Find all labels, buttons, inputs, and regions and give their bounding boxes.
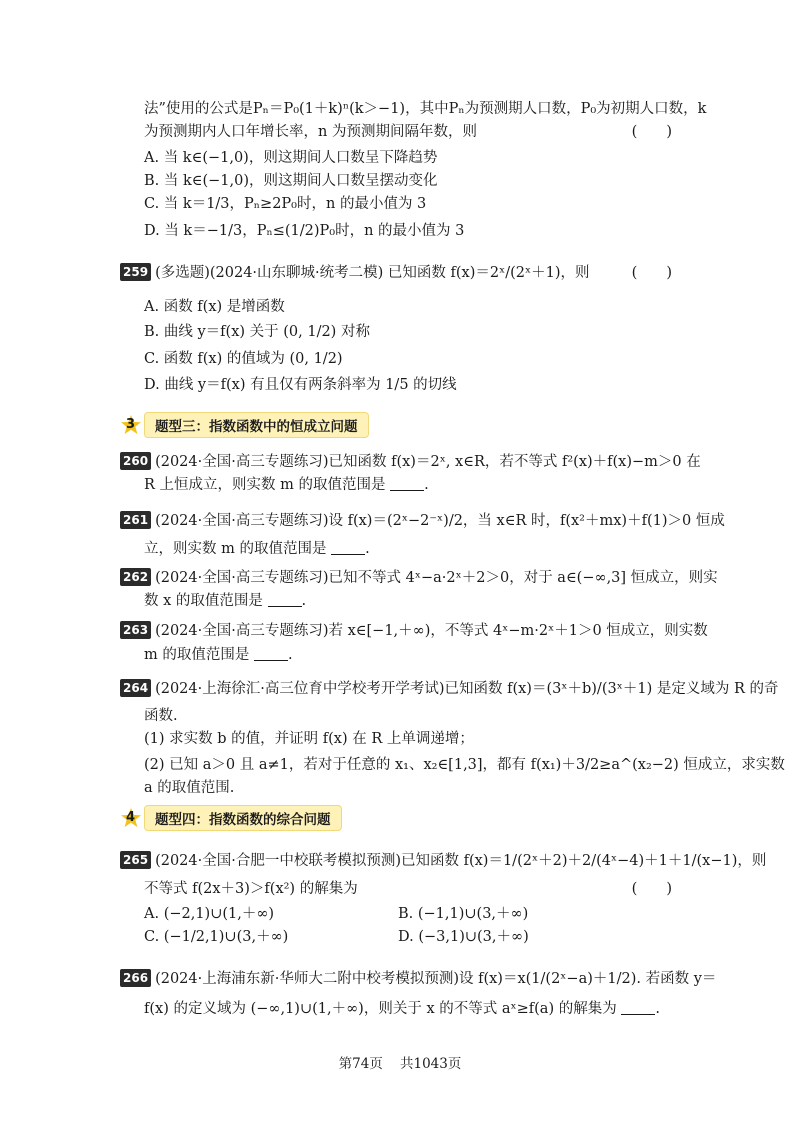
section-3-title: 题型三：指数函数中的恒成立问题 [144,412,369,438]
q258-line-2: 为预测期内人口年增长率，n 为预测期间隔年数，则 [144,124,477,140]
q258-option-d: D. 当 k＝−1/3，Pₙ≤(1/2)P₀时，n 的最小值为 3 [144,223,465,239]
page-footer [0,1052,800,1072]
q263-text-2: m 的取值范围是 [144,647,250,663]
q265-option-b: B. (−1,1)∪(3,＋∞) [398,906,529,922]
q264-number: 264 [120,679,151,697]
q260-text: (2024·全国·高三专题练习)已知函数 f(x)＝2ˣ, x∈R，若不等式 f²(x)＋f(x)−m＞0 在 [155,454,701,470]
section-3-number: 3 [126,417,136,432]
q264-line-2: 函数. [144,708,178,724]
q259-option-b: B. 曲线 y＝f(x) 关于 (0, 1/2) 对称 [144,324,370,340]
q265-option-c: C. (−1/2,1)∪(3,＋∞) [144,929,289,945]
q266-number: 266 [120,969,151,987]
q260-line-1 [120,451,701,473]
q265-answer-paren: ( ) [631,881,672,897]
section-3-header [120,412,369,438]
q262-answer-blank [268,594,302,607]
page-number: 第74页 [338,1056,383,1072]
q266-line-1 [120,968,716,990]
q266-answer-blank [621,1002,655,1015]
section-4-title: 题型四：指数函数的综合问题 [144,805,342,831]
q262-line-2: 数 x 的取值范围是 . [144,593,307,609]
q261-text-2: 立，则实数 m 的取值范围是 [144,541,327,557]
q261-line-2: 立，则实数 m 的取值范围是 . [144,541,370,557]
q258-option-b: B. 当 k∈(−1,0)，则这期间人口数呈摆动变化 [144,173,438,189]
q259-text: (多选题)(2024·山东聊城·统考二模) 已知函数 f(x)＝2ˣ/(2ˣ＋1)，则 [155,265,590,281]
q260-number: 260 [120,452,151,470]
q260-line-2: R 上恒成立，则实数 m 的取值范围是 . [144,477,429,493]
section-4-number: 4 [126,810,136,825]
q265-number: 265 [120,851,151,869]
q259-number: 259 [120,263,151,281]
q263-text: (2024·全国·高三专题练习)若 x∈[−1,＋∞)，不等式 4ˣ−m·2ˣ＋1＞0 恒成立，则实数 [155,623,708,639]
q265-line-2: 不等式 f(2x＋3)＞f(x²) 的解集为 [144,881,358,897]
q261-number: 261 [120,511,151,529]
q265-line-1 [120,850,766,872]
q262-text: (2024·全国·高三专题练习)已知不等式 4ˣ−a·2ˣ＋2＞0，对于 a∈(−∞,3] 恒成立，则实 [155,570,718,586]
q265-text: (2024·全国·合肥一中校联考模拟预测)已知函数 f(x)＝1/(2ˣ＋2)＋2/(4ˣ−4)＋1＋1/(x−1)，则 [155,853,767,869]
q260-text-2: R 上恒成立，则实数 m 的取值范围是 [144,477,386,493]
q263-answer-blank [254,648,288,661]
q258-answer-paren: ( ) [631,124,672,140]
q259-option-d: D. 曲线 y＝f(x) 有且仅有两条斜率为 1/5 的切线 [144,377,457,393]
q266-line-2: f(x) 的定义域为 (−∞,1)∪(1,＋∞)，则关于 x 的不等式 aˣ≥f(a) 的解集为 . [144,1001,660,1017]
q259-stem [120,262,590,284]
section-4-star-icon [120,807,142,829]
q260-answer-blank [390,478,424,491]
q264-line-3: (1) 求实数 b 的值，并证明 f(x) 在 R 上单调递增； [144,731,474,747]
q259-answer-paren: ( ) [631,265,672,281]
q261-answer-blank [331,542,365,555]
q263-line-1 [120,620,708,642]
q261-text: (2024·全国·高三专题练习)设 f(x)＝(2ˣ−2⁻ˣ)/2，当 x∈R 时，f(x²＋mx)＋f(1)＞0 恒成 [155,513,725,529]
q262-number: 262 [120,568,151,586]
q262-text-2: 数 x 的取值范围是 [144,593,263,609]
q264-line-1 [120,678,778,700]
q264-line-4: (2) 已知 a＞0 且 a≠1，若对于任意的 x₁、x₂∈[1,3]，都有 f(x₁)＋3/2≥a^(x₂−2) 恒成立，求实数 [144,757,785,773]
q264-text: (2024·上海徐汇·高三位育中学校考开学考试)已知函数 f(x)＝(3ˣ＋b)/(3ˣ＋1) 是定义域为 R 的奇 [155,681,779,697]
q263-line-2: m 的取值范围是 . [144,647,293,663]
q258-line-1: 法”使用的公式是Pₙ＝P₀(1＋k)ⁿ(k＞−1)，其中Pₙ为预测期人口数，P₀为初期人口数，k [144,101,707,117]
q261-line-1 [120,510,725,532]
q265-option-d: D. (−3,1)∪(3,＋∞) [398,929,529,945]
q259-option-a: A. 函数 f(x) 是增函数 [144,299,285,315]
q264-line-5: a 的取值范围. [144,780,235,796]
q258-option-c: C. 当 k＝1/3，Pₙ≥2P₀时，n 的最小值为 3 [144,196,427,212]
page-total: 共1043页 [400,1056,462,1072]
q259-option-c: C. 函数 f(x) 的值域为 (0, 1/2) [144,351,343,367]
q258-option-a: A. 当 k∈(−1,0)，则这期间人口数呈下降趋势 [144,150,438,166]
section-4-header [120,805,342,831]
q263-number: 263 [120,621,151,639]
q266-text-2: f(x) 的定义域为 (−∞,1)∪(1,＋∞)，则关于 x 的不等式 aˣ≥f(a) 的解集为 [144,1001,617,1017]
q262-line-1 [120,567,718,589]
q265-option-a: A. (−2,1)∪(1,＋∞) [144,906,275,922]
q266-text: (2024·上海浦东新·华师大二附中校考模拟预测)设 f(x)＝x(1/(2ˣ−a)＋1/2). 若函数 y＝ [155,971,717,987]
section-3-star-icon [120,414,142,436]
